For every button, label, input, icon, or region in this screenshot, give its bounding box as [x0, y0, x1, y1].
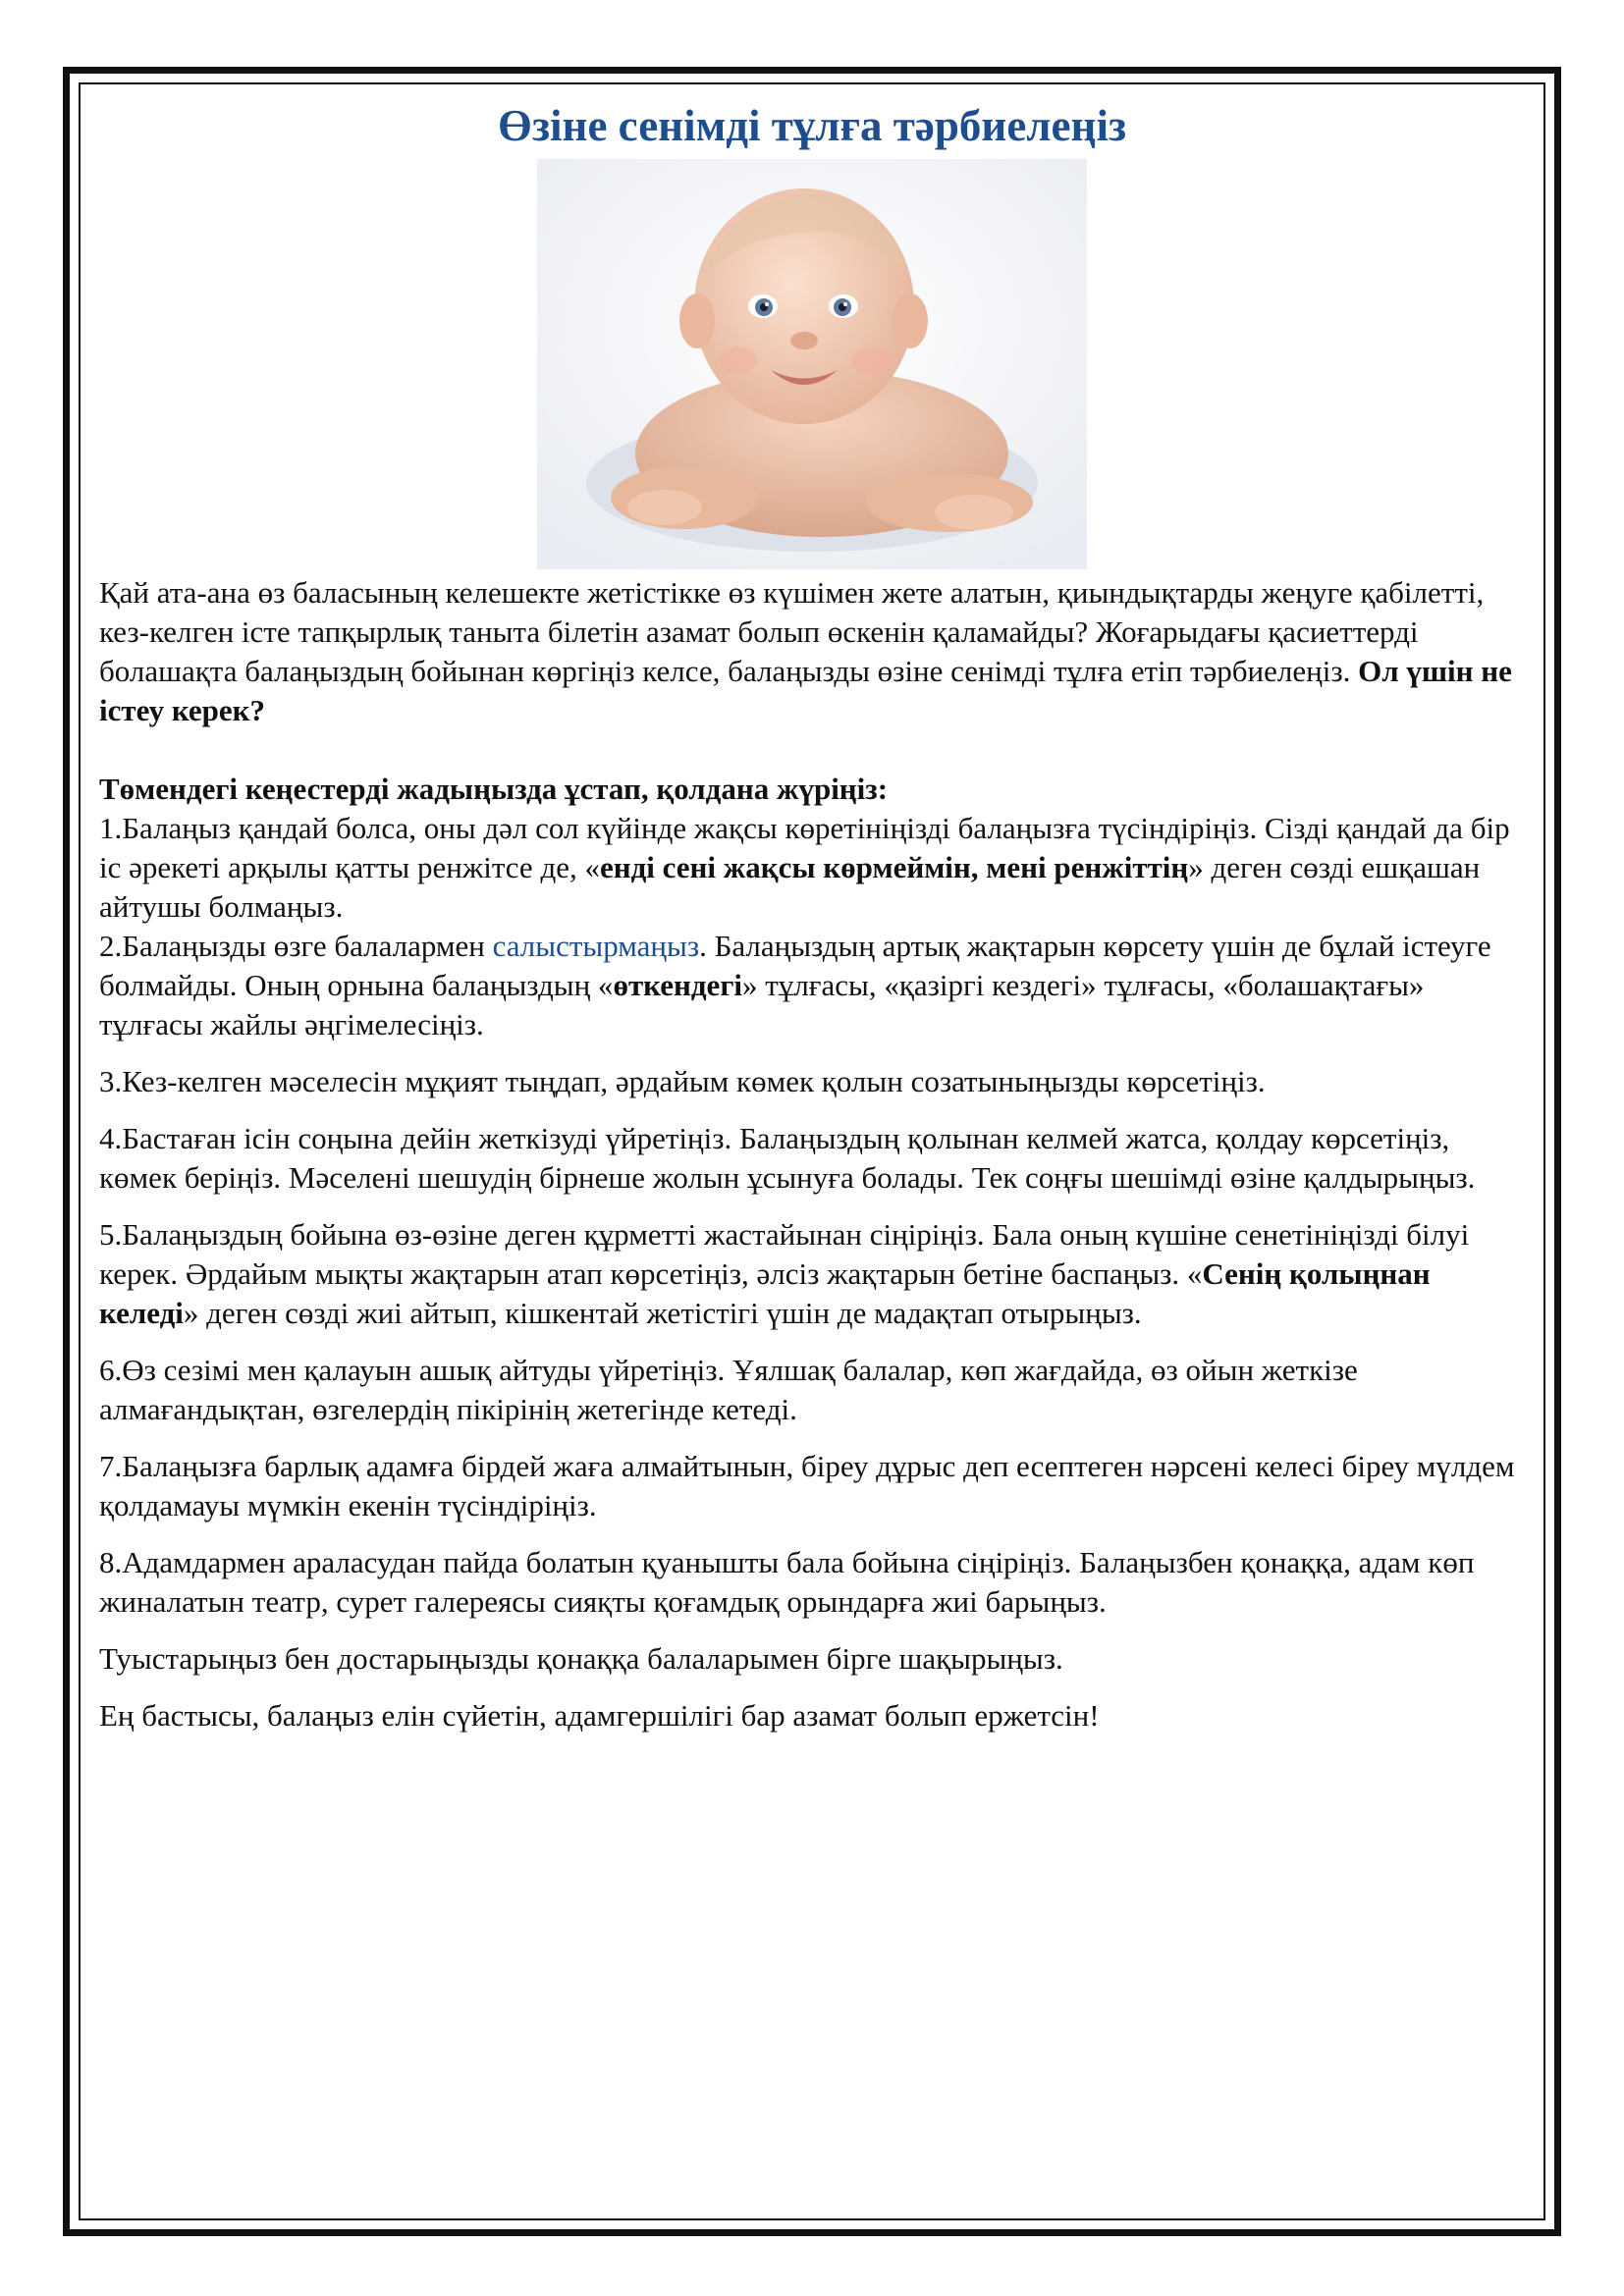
tip-1-bold: енді сені жақсы көрмеймін, мені ренжіттің [599, 850, 1189, 884]
intro-question: Ол үшін не істеу керек? [99, 654, 1512, 727]
intro-paragraph [99, 573, 1525, 730]
tip-1 [99, 809, 1525, 927]
page-title: Өзіне сенімді тұлға тәрбиелеңіз [497, 101, 1127, 150]
tip-6: 6.Өз сезімі мен қалауын ашық айтуды үйретіңіз. Ұялшақ балалар, көп жағдайда, өз ойын жеткізе алмағандықтан, өзгелердің пікірінің жетегінде кетеді. [99, 1353, 1358, 1426]
tips-heading [99, 770, 1525, 809]
tip-5-after: » деген сөзді жиі айтып, кішкентай жетістігі үшін де мадақтап отырыңыз. [183, 1296, 1142, 1330]
tip-2-link[interactable]: салыстырмаңыз [492, 929, 700, 963]
tip-2-start: 2.Балаңызды өзге балалармен [99, 929, 493, 963]
closing-1: Туыстарыңыз бен достарыңызды қонаққа балаларымен бірге шақырыңыз. [99, 1641, 1063, 1676]
tip-8: 8.Адамдармен араласудан пайда болатын қуанышты бала бойына сіңіріңіз. Балаңызбен қонаққа, адам көп жиналатын театр, сурет галереясы сияқты қоғамдық орындарға жиі барыңыз. [99, 1545, 1475, 1619]
tips-heading-text: Төмендегі кеңестерді жадыңызда ұстап, қолдана жүріңіз: [99, 772, 889, 806]
document-body [99, 98, 1525, 1735]
tip-4: 4.Бастаған ісін соңына дейін жеткізуді үйретіңіз. Балаңыздың қолынан келмей жатса, қолдау көрсетіңіз, көмек беріңіз. Мәселені шешудің бірнеше жолын ұсынуға болады. Тек соңғы шешімді өзіне қалдырыңыз. [99, 1121, 1476, 1195]
tip-1-text: 1.Балаңыз қандай болса, оны дәл сол күйінде жақсы көретініңізді балаңызға түсіндіріңіз. Сізді қандай да бір іс әрекеті арқылы қатты ренжітсе де, « [99, 811, 1510, 884]
tip-3: 3.Кез-келген мәселесін мұқият тыңдап, әрдайым көмек қолын созатыныңызды көрсетіңіз. [99, 1064, 1266, 1098]
tip-1-after: » деген сөзді ешқашан айтушы болмаңыз. [99, 850, 1481, 924]
tip-2 [99, 927, 1525, 1044]
baby-photo [537, 159, 1087, 569]
tip-7: 7.Балаңызға барлық адамға бірдей жаға алмайтынын, біреу дұрыс деп есептеген нәрсені келесі біреу мүлдем қолдамауы мүмкін екенін түсіндіріңіз. [99, 1449, 1515, 1522]
tip-2-bold: өткендегі [613, 968, 743, 1002]
tip-5-text: 5.Балаңыздың бойына өз-өзіне деген құрметті жастайынан сіңіріңіз. Бала оның күшіне сенетініңізді білуі керек. Әрдайым мықты жақтарын атап көрсетіңіз, әлсіз жақтарын бетіне баспаңыз. « [99, 1217, 1470, 1291]
tip-2-mid: . Балаңыздың артық жақтарын көрсету үшін де бұлай істеуге болмайды. Оның орнына балаңыздың « [99, 929, 1491, 1002]
tip-2-end: » тұлғасы, «қазіргі кездегі» тұлғасы, «болашақтағы» тұлғасы жайлы әңгімелесіңіз. [99, 968, 1425, 1041]
baby-photo-icon [537, 159, 1087, 569]
closing-2: Ең бастысы, балаңыз елін сүйетін, адамгершілігі бар азамат болып ержетсін! [99, 1698, 1100, 1733]
tip-5-bold: Сенің қолыңнан келеді [99, 1256, 1431, 1330]
intro-text: Қай ата-ана өз баласының келешекте жетістікке өз күшімен жете алатын, қиындықтарды жеңуге қабілетті, кез-келген істе тапқырлық таныта білетін азамат болып өскенін қаламайды? Жоғарыдағы қасиеттерді болашақта балаңыздың бойынан көргіңіз келсе, балаңызды өзіне сенімді тұлға етіп тәрбиелеңіз. [99, 575, 1485, 688]
tip-5 [99, 1215, 1525, 1333]
